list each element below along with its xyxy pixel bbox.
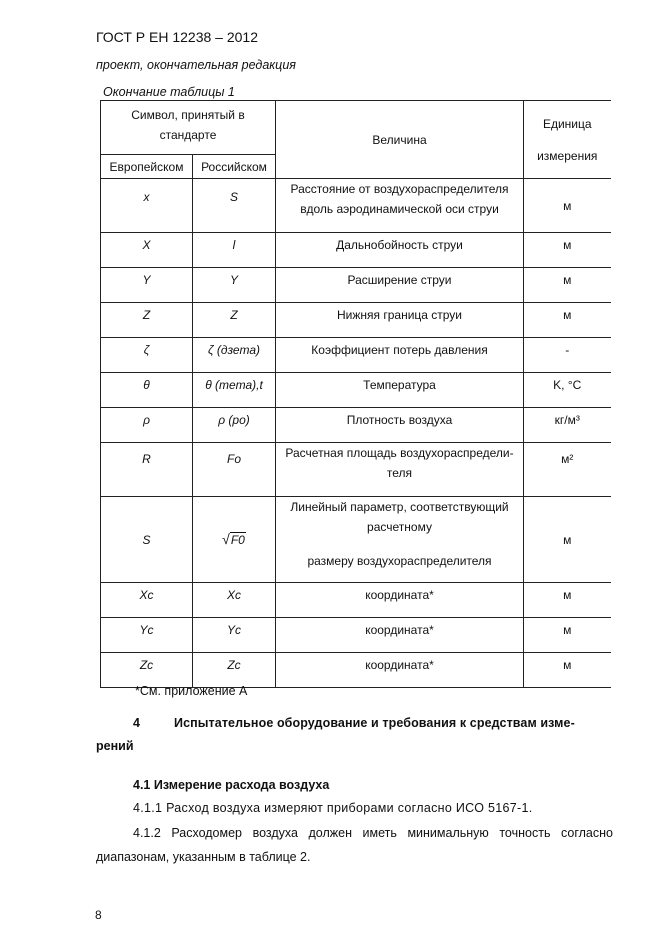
table-row — [101, 653, 611, 688]
radical-sign: √ — [222, 530, 230, 547]
cell-eu: Yc — [101, 618, 193, 653]
table-row — [101, 497, 611, 583]
page-number: 8 — [95, 908, 102, 922]
section-title: Испытательное оборудование и требования к средствам изме- — [174, 716, 575, 730]
sqrt-operand: F0 — [230, 532, 245, 547]
cell-unit: м — [524, 233, 611, 268]
header-quantity: Величина — [276, 101, 524, 179]
paragraph-4-1-2: 4.1.2 Расходомер воздуха должен иметь минимальную точность согласно — [133, 826, 613, 840]
cell-unit: м — [524, 618, 611, 653]
cell-quantity: Расстояние от воздухораспределителя вдоль аэродинамической оси струи — [276, 179, 524, 233]
cell-unit: кг/м³ — [524, 408, 611, 443]
table-row — [101, 443, 611, 497]
cell-eu: θ — [101, 373, 193, 408]
cell-eu: S — [101, 497, 193, 583]
cell-unit: м — [524, 179, 611, 233]
cell-unit: м — [524, 653, 611, 688]
cell-eu: ρ — [101, 408, 193, 443]
table-row — [101, 268, 611, 303]
cell-eu: Xc — [101, 583, 193, 618]
cell-ru: ρ (ро) — [193, 408, 276, 443]
cell-unit: м — [524, 303, 611, 338]
cell-quantity: Дальнобойность струи — [276, 233, 524, 268]
table-row — [101, 618, 611, 653]
draft-status: проект, окончательная редакция — [96, 58, 296, 72]
cell-eu: R — [101, 443, 193, 497]
section-title-continued: рений — [96, 739, 134, 753]
table-row — [101, 338, 611, 373]
cell-quantity: Коэффициент потерь давления — [276, 338, 524, 373]
cell-ru — [193, 497, 276, 583]
header-symbol: Символ, принятый в стандарте — [101, 101, 276, 155]
cell-quantity: координата* — [276, 618, 524, 653]
cell-quantity: координата* — [276, 653, 524, 688]
cell-eu: Z — [101, 303, 193, 338]
cell-eu: X — [101, 233, 193, 268]
cell-unit: м² — [524, 443, 611, 497]
cell-quantity: Плотность воздуха — [276, 408, 524, 443]
section-number: 4 — [133, 716, 140, 730]
cell-ru: l — [193, 233, 276, 268]
cell-ru: Yc — [193, 618, 276, 653]
paragraph-4-1-1: 4.1.1 Расход воздуха измеряют приборами согласно ИСО 5167-1. — [133, 801, 533, 815]
header-european: Европейском — [101, 155, 193, 179]
table-row — [101, 303, 611, 338]
cell-eu: ζ — [101, 338, 193, 373]
table-caption: Окончание таблицы 1 — [103, 85, 235, 99]
table-row — [101, 179, 611, 233]
cell-quantity: Нижняя граница струи — [276, 303, 524, 338]
table-row — [101, 408, 611, 443]
symbols-table — [100, 100, 611, 688]
cell-ru: S — [193, 179, 276, 233]
cell-eu: x — [101, 179, 193, 233]
cell-ru: θ (тета),t — [193, 373, 276, 408]
cell-unit: K, °C — [524, 373, 611, 408]
cell-ru: Y — [193, 268, 276, 303]
table-row — [101, 373, 611, 408]
cell-ru: ζ (дзета) — [193, 338, 276, 373]
quantity-line: размеру воздухораспределителя — [307, 554, 492, 568]
cell-ru: Z — [193, 303, 276, 338]
subsection-title: 4.1 Измерение расхода воздуха — [133, 778, 330, 792]
table-footnote: *См. приложение А — [135, 684, 248, 698]
cell-ru: Zc — [193, 653, 276, 688]
cell-ru: Xc — [193, 583, 276, 618]
header-unit: Единица измерения — [524, 101, 611, 179]
sqrt-formula — [222, 530, 246, 548]
cell-unit: - — [524, 338, 611, 373]
standard-header: ГОСТ Р ЕН 12238 – 2012 — [96, 29, 258, 45]
cell-unit: м — [524, 497, 611, 583]
cell-eu: Y — [101, 268, 193, 303]
header-russian: Российском — [193, 155, 276, 179]
cell-ru: Fо — [193, 443, 276, 497]
cell-quantity: Температура — [276, 373, 524, 408]
cell-quantity: координата* — [276, 583, 524, 618]
table-row — [101, 233, 611, 268]
cell-unit: м — [524, 268, 611, 303]
cell-unit: м — [524, 583, 611, 618]
cell-eu: Zc — [101, 653, 193, 688]
paragraph-4-1-2-continued: диапазонам, указанным в таблице 2. — [96, 850, 311, 864]
cell-quantity — [276, 497, 524, 583]
quantity-line: Линейный параметр, соответствующий расчетному — [290, 500, 509, 534]
table-row — [101, 583, 611, 618]
cell-quantity: Расширение струи — [276, 268, 524, 303]
cell-quantity: Расчетная площадь воздухораспредели-теля — [276, 443, 524, 497]
